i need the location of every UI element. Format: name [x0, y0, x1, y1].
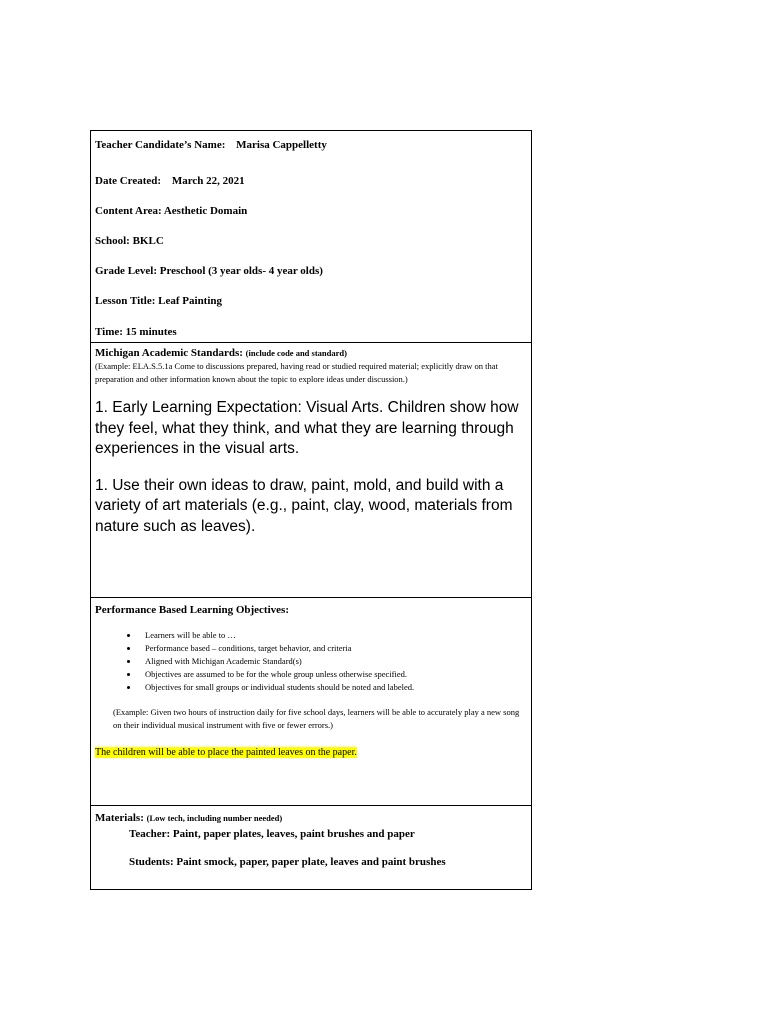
materials-heading: Materials: (Low tech, including number needed): [95, 812, 283, 824]
candidate-name-row: [95, 138, 527, 152]
list-item: • Performance based – conditions, target behavior, and criteria: [139, 642, 527, 655]
objectives-list: [95, 629, 527, 694]
standards-heading: Michigan Academic Standards: (include code and standard): [95, 347, 347, 359]
materials-students: Students: Paint smock, paper, paper plate, leaves and paint brushes: [129, 856, 446, 868]
date-created-row: [95, 174, 527, 188]
materials-teacher: Teacher: Paint, paper plates, leaves, paint brushes and paper: [129, 828, 415, 840]
list-item: • Objectives are assumed to be for the whole group unless otherwise specified.: [139, 668, 527, 681]
school: School: BKLC: [95, 235, 164, 247]
lesson-title: Lesson Title: Leaf Painting: [95, 295, 223, 307]
date-created-label: Date Created:: [95, 175, 162, 187]
highlighted-objective: The children will be able to place the painted leaves on the paper.: [95, 747, 357, 758]
lesson-plan-table: [90, 130, 532, 890]
materials-section: [91, 806, 531, 889]
objectives-section: [91, 598, 531, 806]
standard-item-2: 1. Use their own ideas to draw, paint, mold, and build with a variety of art materials (e.g., paint, clay, wood, materials from nature such as leaves).: [95, 476, 513, 535]
candidate-name-label: Teacher Candidate’s Name:: [95, 139, 226, 151]
standard-item-1: 1. Early Learning Expectation: Visual Arts. Children show how they feel, what they think, and what they are learning through experiences in the visual arts.: [95, 399, 519, 457]
candidate-name-value: Marisa Cappelletty: [236, 139, 327, 151]
grade-level: Grade Level: Preschool (3 year olds- 4 year olds): [95, 265, 323, 277]
content-area: Content Area: Aesthetic Domain: [95, 205, 248, 217]
date-created-value: March 22, 2021: [171, 175, 245, 187]
list-item: • Learners will be able to …: [139, 629, 527, 642]
header-section: [91, 131, 531, 343]
list-item: • Aligned with Michigan Academic Standard(s): [139, 655, 527, 668]
list-item: • Objectives for small groups or individual students should be noted and labeled.: [139, 681, 527, 694]
standards-example: (Example: ELA.S.5.1a Come to discussions prepared, having read or studied required material; explicitly draw on that preparation and other information known about the topic to explore ideas under discussion.): [95, 361, 498, 384]
objectives-heading: Performance Based Learning Objectives:: [95, 604, 289, 616]
lesson-time: Time: 15 minutes: [95, 326, 177, 338]
objectives-highlight: [95, 744, 527, 759]
objectives-example: (Example: Given two hours of instruction daily for five school days, learners will be able to accurately play a new song on their individual musical instrument with five or fewer errors.): [113, 707, 520, 730]
standards-section: [91, 343, 531, 598]
